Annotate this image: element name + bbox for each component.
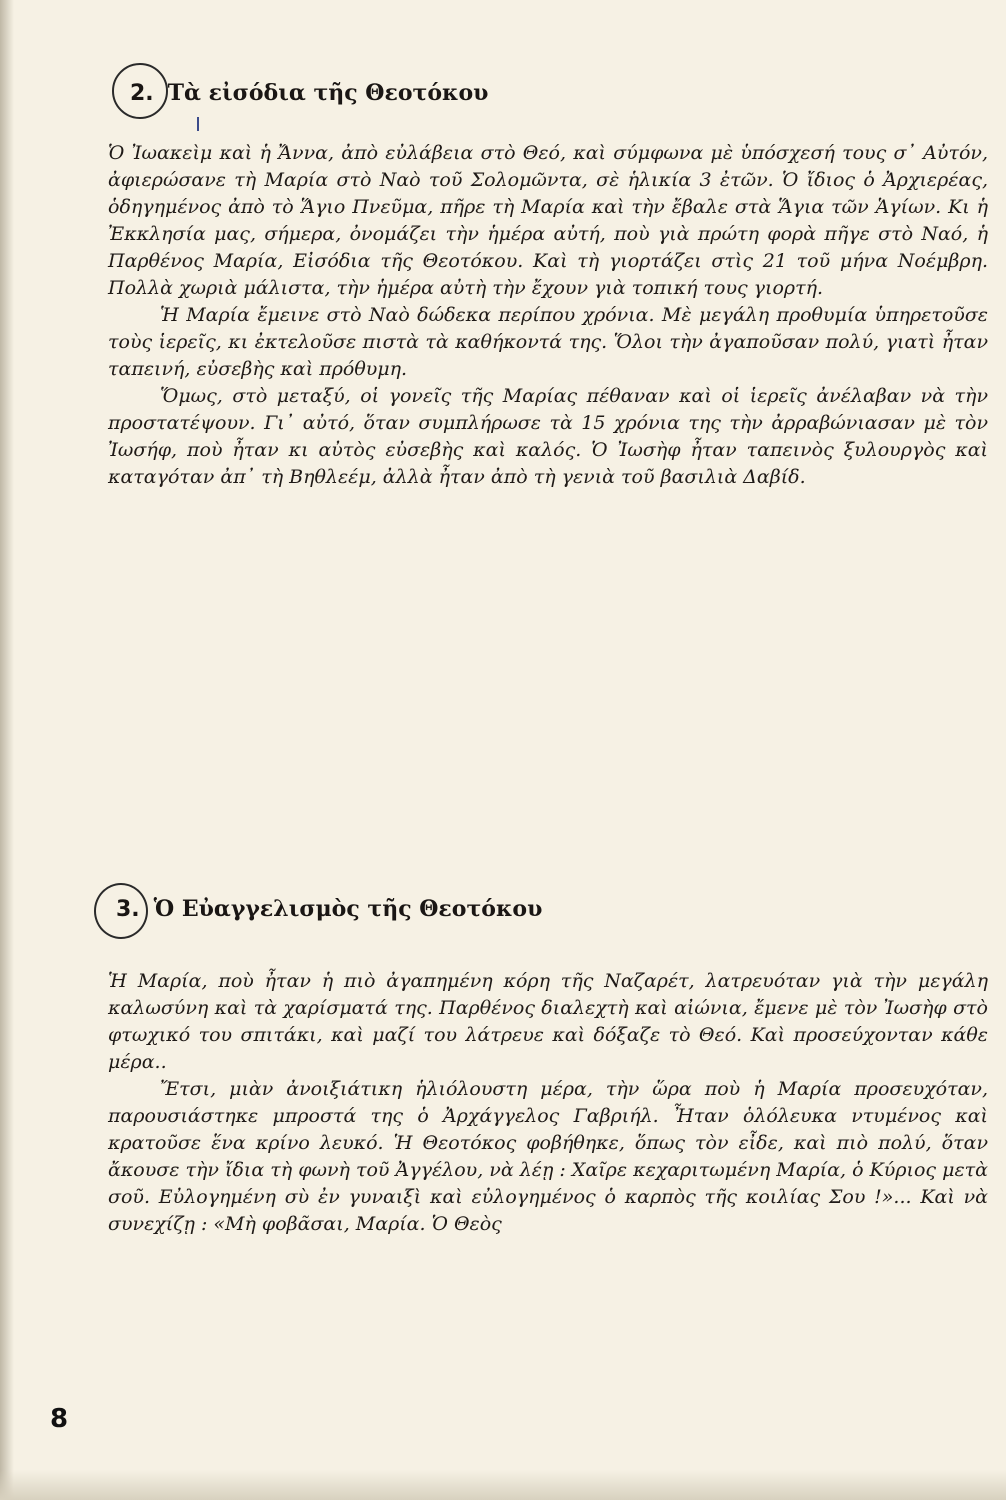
paragraph: Ἔτσι, μιὰν ἀνοιξιάτικη ἡλιόλουστη μέρα, τὴν ὥρα ποὺ ἡ Μαρία προσευχόταν, παρουσιάστηκε μπροστά της ὁ Ἀρχάγγελος Γαβριήλ. Ἦταν ὁλόλευκα ντυμένος καὶ κρατοῦσε ἕνα κρίνο λευκό. Ἡ Θεοτόκος φοβήθηκε, ὅπως τὸν εἶδε, καὶ πιὸ πολύ, ὅταν ἄκουσε τὴν ἴδια τὴ φωνὴ τοῦ Ἀγγέλου, νὰ λέῃ : Χαῖρε κεχαριτωμένη Μαρία, ὁ Κύριος μετὰ σοῦ. Εὐλογημένη σὺ ἐν γυναιξὶ καὶ εὐλογημένος ὁ καρπὸς τῆς κοιλίας Σου !»... Καὶ νὰ συνεχίζῃ : «Μὴ φοβᾶσαι, Μαρία. Ὁ Θεὸς — [108, 1078, 988, 1235]
section-3-title: Ὁ Εὐαγγελισμὸς τῆς Θεοτόκου — [153, 896, 543, 922]
paragraph: Ὁ Ἰωακεὶμ καὶ ἡ Ἄννα, ἀπὸ εὐλάβεια στὸ Θεό, καὶ σύμφωνα μὲ ὑπόσχεσή τους σ᾿ Αὐτόν, ἀφιερώσανε τὴ Μαρία στὸ Ναὸ τοῦ Σολομῶντα, σὲ ἡλικία 3 ἐτῶν. Ὁ ἴδιος ὁ Ἀρχιερέας, ὁδηγημένος ἀπὸ τὸ Ἅγιο Πνεῦμα, πῆρε τὴ Μαρία καὶ τὴν ἔβαλε στὰ Ἅγια τῶν Ἁγίων. Κι ἡ Ἐκκλησία μας, σήμερα, ὀνομάζει τὴν ἡμέρα αὐτή, ποὺ γιὰ πρώτη φορὰ πῆγε στὸ Ναό, ἡ Παρθένος Μαρία, Εἰσόδια τῆς Θεοτόκου. Καὶ τὴ γιορτάζει στὶς 21 τοῦ μήνα Νοέμβρη. Πολλὰ χωριὰ μάλιστα, τὴν ἡμέρα αὐτὴ τὴν ἔχουν γιὰ τοπική τους γιορτή. — [108, 142, 988, 299]
section-2-heading — [130, 80, 488, 106]
section-2-title: Τὰ εἰσόδια τῆς Θεοτόκου — [167, 80, 489, 106]
section-3-body — [108, 968, 988, 1238]
section-2-number: 2. — [130, 81, 154, 106]
section-3-number: 3. — [116, 897, 140, 922]
paragraph: Ἡ Μαρία, ποὺ ἦταν ἡ πιὸ ἀγαπημένη κόρη τῆς Ναζαρέτ, λατρευόταν γιὰ τὴν μεγάλη καλωσύνη καὶ τὰ χαρίσματά της. Παρθένος διαλεχτὴ καὶ αἰώνια, ἔμενε μὲ τὸν Ἰωσὴφ στὸ φτωχικό του σπιτάκι, καὶ μαζί του λάτρευε καὶ δόξαζε τὸ Θεό. Καὶ προσεύχονταν κάθε μέρα.. — [108, 970, 988, 1073]
paragraph: Ὅμως, στὸ μεταξύ, οἱ γονεῖς τῆς Μαρίας πέθαναν καὶ οἱ ἱερεῖς ἀνέλαβαν νὰ τὴν προστατέψουν. Γι᾿ αὐτό, ὅταν συμπλήρωσε τὰ 15 χρόνια της τὴν ἀρραβώνιασαν μὲ τὸν Ἰωσήφ, ποὺ ἦταν κι αὐτὸς εὐσεβὴς καὶ καλός. Ὁ Ἰωσὴφ ἦταν ταπεινὸς ξυλουργὸς καὶ καταγόταν ἀπ᾿ τὴ Βηθλεέμ, ἀλλὰ ἦταν ἀπὸ τὴ γενιὰ τοῦ βασιλιὰ Δαβίδ. — [108, 385, 988, 488]
paragraph: Ἡ Μαρία ἔμεινε στὸ Ναὸ δώδεκα περίπου χρόνια. Μὲ μεγάλη προθυμία ὑπηρετοῦσε τοὺς ἱερεῖς, κι ἐκτελοῦσε πιστὰ τὰ καθήκοντά της. Ὅλοι τὴν ἀγαποῦσαν πολύ, γιατὶ ἦταν ταπεινή, εὐσεβὴς καὶ πρόθυμη. — [108, 304, 988, 380]
page-number: 8 — [50, 1404, 69, 1434]
hand-drawn-circle-icon — [94, 883, 148, 939]
pencil-mark — [197, 117, 199, 131]
section-3-heading — [116, 896, 542, 922]
hand-drawn-circle-icon — [112, 63, 168, 119]
section-2-body — [108, 140, 988, 491]
